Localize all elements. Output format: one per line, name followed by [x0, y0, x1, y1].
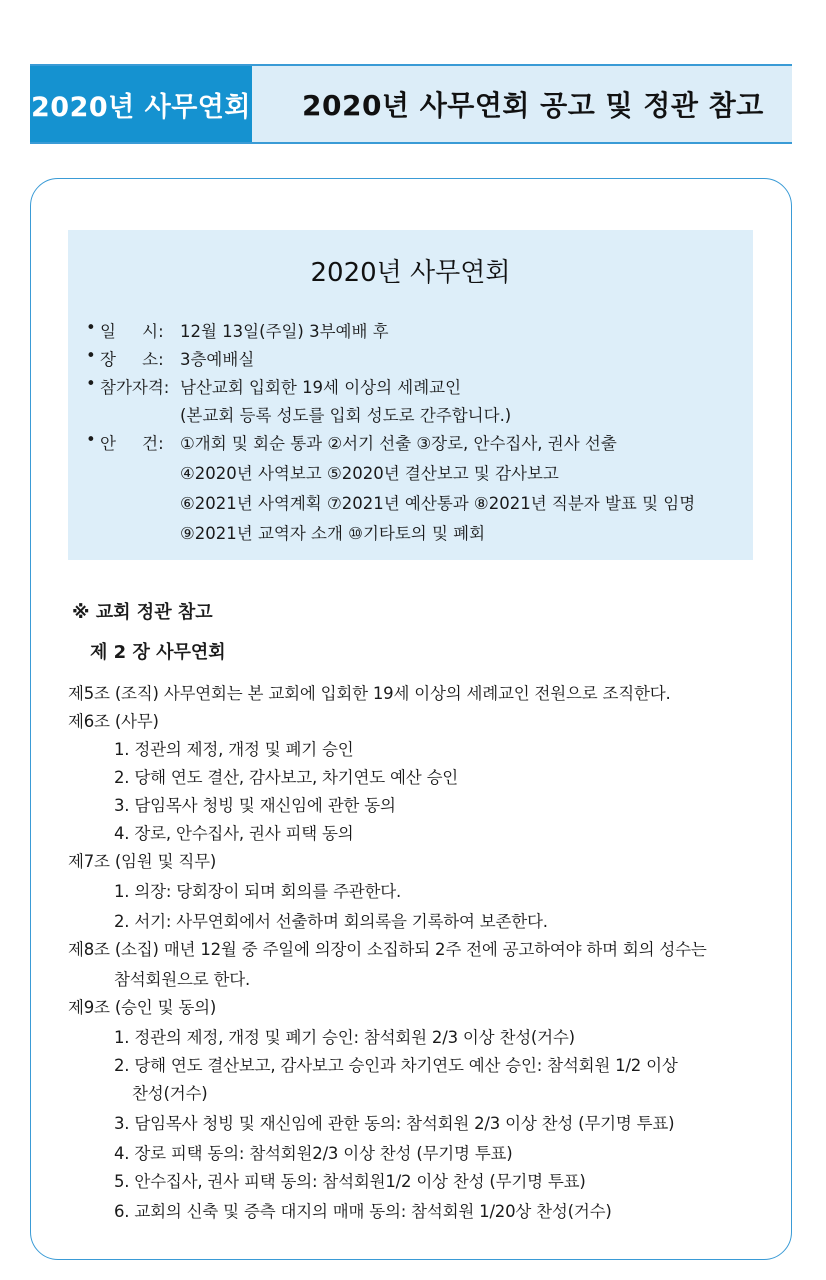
list-item: 2. 당해 연도 결산, 감사보고, 차기연도 예산 승인	[114, 768, 459, 787]
place-label: 장 소:	[100, 350, 164, 369]
list-item: 1. 정관의 제정, 개정 및 폐기 승인	[114, 740, 354, 759]
notice-title: 2020년 사무연회	[310, 258, 511, 288]
bullet-icon: •	[86, 318, 96, 337]
chapter-title: 제 2 장 사무연회	[90, 642, 226, 663]
list-item: 2. 당해 연도 결산보고, 감사보고 승인과 차기연도 예산 승인: 참석회원 1/2 이상	[114, 1056, 678, 1075]
article-line-cont: 참석회원으로 한다.	[114, 970, 251, 989]
bullet-icon: •	[86, 346, 96, 365]
list-item: 4. 장로 피택 동의: 참석회원2/3 이상 찬성 (무기명 투표)	[114, 1144, 513, 1163]
page-header	[30, 64, 792, 144]
list-item: 2. 서기: 사무연회에서 선출하며 회의록을 기록하여 보존한다.	[114, 912, 548, 931]
list-item: 5. 안수집사, 권사 피택 동의: 참석회원1/2 이상 찬성 (무기명 투표)	[114, 1172, 586, 1191]
list-item: 3. 담임목사 청빙 및 재신임에 관한 동의	[114, 796, 396, 815]
agenda-line: ④2020년 사역보고 ⑤2020년 결산보고 및 감사보고	[180, 464, 559, 483]
bullet-icon: •	[86, 430, 96, 449]
article-line: 제9조 (승인 및 동의)	[68, 998, 217, 1017]
agenda-line: ①개회 및 회순 통과 ②서기 선출 ③장로, 안수집사, 권사 선출	[180, 434, 617, 453]
list-item: 1. 의장: 당회장이 되며 회의를 주관한다.	[114, 882, 402, 901]
header-tag: 2020년 사무연회	[30, 66, 252, 142]
article-line: 제7조 (임원 및 직무)	[68, 852, 217, 871]
article-line: 제5조 (조직) 사무연회는 본 교회에 입회한 19세 이상의 세례교인 전원으로 조직한다.	[68, 684, 671, 703]
place-value: 3층예배실	[180, 350, 255, 369]
qual-label: 참가자격:	[100, 378, 170, 397]
agenda-line: ⑨2021년 교역자 소개 ⑩기타토의 및 폐회	[180, 524, 486, 543]
date-label: 일 시:	[100, 322, 164, 341]
agenda-line: ⑥2021년 사역계획 ⑦2021년 예산통과 ⑧2021년 직분자 발표 및 임명	[180, 494, 696, 513]
header-title: 2020년 사무연회 공고 및 정관 참고	[302, 89, 764, 122]
notice-box	[68, 230, 753, 560]
list-item: 4. 장로, 안수집사, 권사 피택 동의	[114, 824, 354, 843]
article-line: 제8조 (소집) 매년 12월 중 주일에 의장이 소집하되 2주 전에 공고하여야 하며 회의 성수는	[68, 940, 707, 959]
list-item-cont: 찬성(거수)	[132, 1084, 208, 1103]
qual-note: (본교회 등록 성도를 입회 성도로 간주합니다.)	[180, 406, 512, 425]
list-item: 1. 정관의 제정, 개정 및 폐기 승인: 참석회원 2/3 이상 찬성(거수)	[114, 1028, 575, 1047]
list-item: 6. 교회의 신축 및 증측 대지의 매매 동의: 참석회원 1/20상 찬성(거수)	[114, 1202, 612, 1221]
agenda-label: 안 건:	[100, 434, 164, 453]
article-line: 제6조 (사무)	[68, 712, 159, 731]
bullet-icon: •	[86, 374, 96, 393]
list-item: 3. 담임목사 청빙 및 재신임에 관한 동의: 참석회원 2/3 이상 찬성 (무기명 투표)	[114, 1114, 675, 1133]
qual-value: 남산교회 입회한 19세 이상의 세례교인	[180, 378, 462, 397]
date-value: 12월 13일(주일) 3부예배 후	[180, 322, 389, 341]
reference-heading: ※ 교회 정관 참고	[72, 602, 213, 623]
